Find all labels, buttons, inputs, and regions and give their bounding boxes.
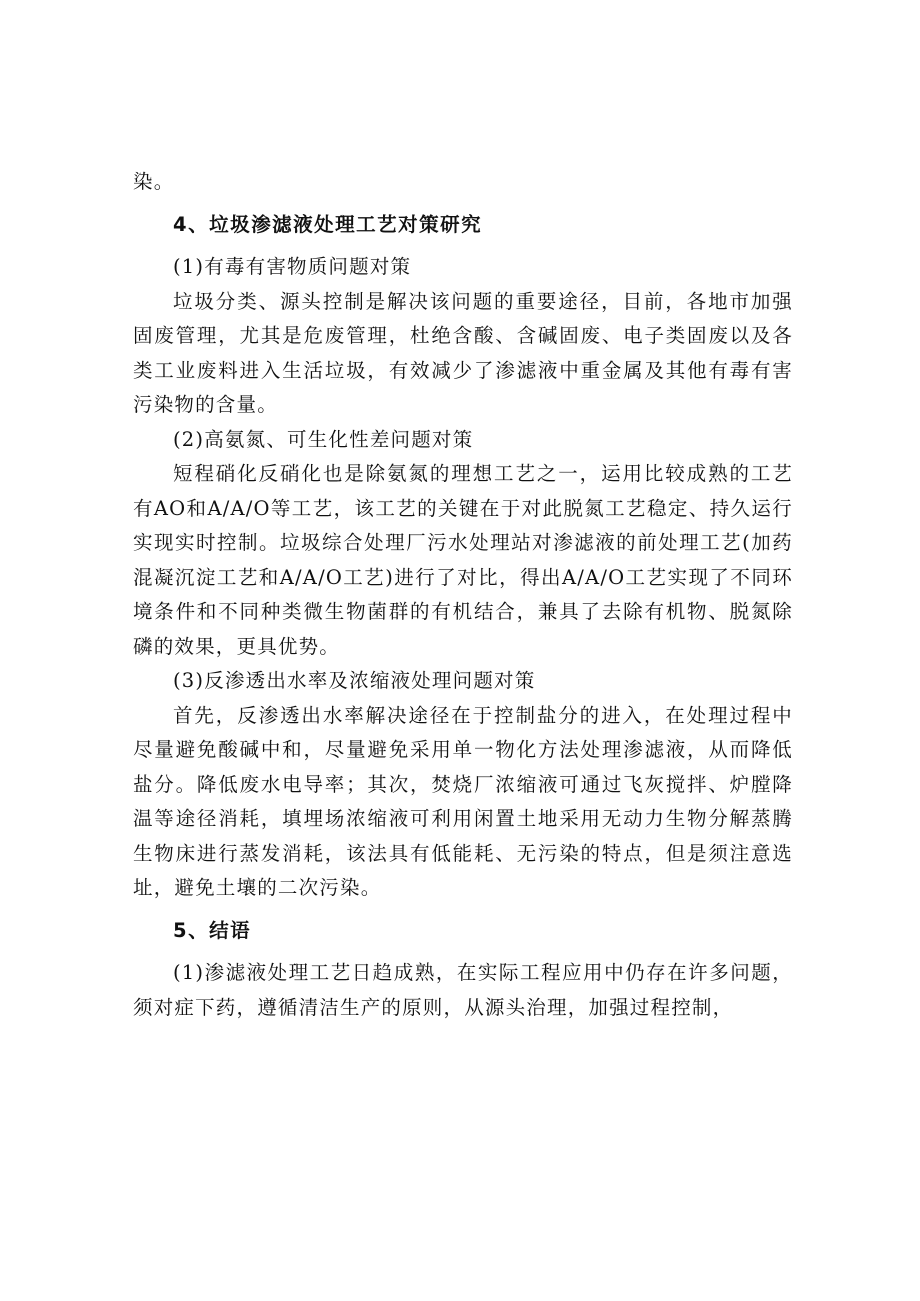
subsection-2-body: 短程硝化反硝化也是除氨氮的理想工艺之一，运用比较成熟的工艺有AO和A/A/O等工艺，该工艺的关键在于对此脱氮工艺稳定、持久运行实现实时控制。垃圾综合处理厂污水处理站对渗滤液的前处理工艺(加药混凝沉淀工艺和A/A/O工艺)进行了对比，得出A/A/O工艺实现了不同环境条件和不同种类微生物菌群的有机结合，兼具了去除有机物、脱氮除磷的效果，更具优势。 — [133, 462, 793, 658]
subsection-1-title: (1)有毒有害物质问题对策 — [173, 255, 412, 278]
continuation-text: 染。 — [133, 170, 175, 193]
section-5-body: (1)渗滤液处理工艺日趋成熟，在实际工程应用中仍存在许多问题，须对症下药，遵循清洁生产的原则，从源头治理，加强过程控制， — [133, 961, 793, 1019]
subsection-3-body: 首先，反渗透出水率解决途径在于控制盐分的进入，在处理过程中尽量避免酸碱中和，尽量避免采用单一物化方法处理渗滤液，从而降低盐分。降低废水电导率；其次，焚烧厂浓缩液可通过飞灰搅拌、炉膛降温等途径消耗，填埋场浓缩液可利用闲置土地采用无动力生物分解蒸腾生物床进行蒸发消耗，该法具有低能耗、无污染的特点，但是须注意选址，避免土壤的二次污染。 — [133, 703, 793, 899]
subsection-3-title: (3)反渗透出水率及浓缩液处理问题对策 — [173, 669, 536, 692]
subsection-1-body: 垃圾分类、源头控制是解决该问题的重要途径，目前，各地市加强固废管理，尤其是危废管理，杜绝含酸、含碱固废、电子类固废以及各类工业废料进入生活垃圾，有效减少了渗滤液中重金属及其他有毒有害污染物的含量。 — [133, 289, 793, 416]
document-body — [133, 165, 793, 1025]
subsection-2-title: (2)高氨氮、可生化性差问题对策 — [173, 427, 474, 451]
section-4-heading: 4、垃圾渗滤液处理工艺对策研究 — [173, 212, 483, 236]
section-5-heading: 5、结语 — [173, 918, 252, 942]
